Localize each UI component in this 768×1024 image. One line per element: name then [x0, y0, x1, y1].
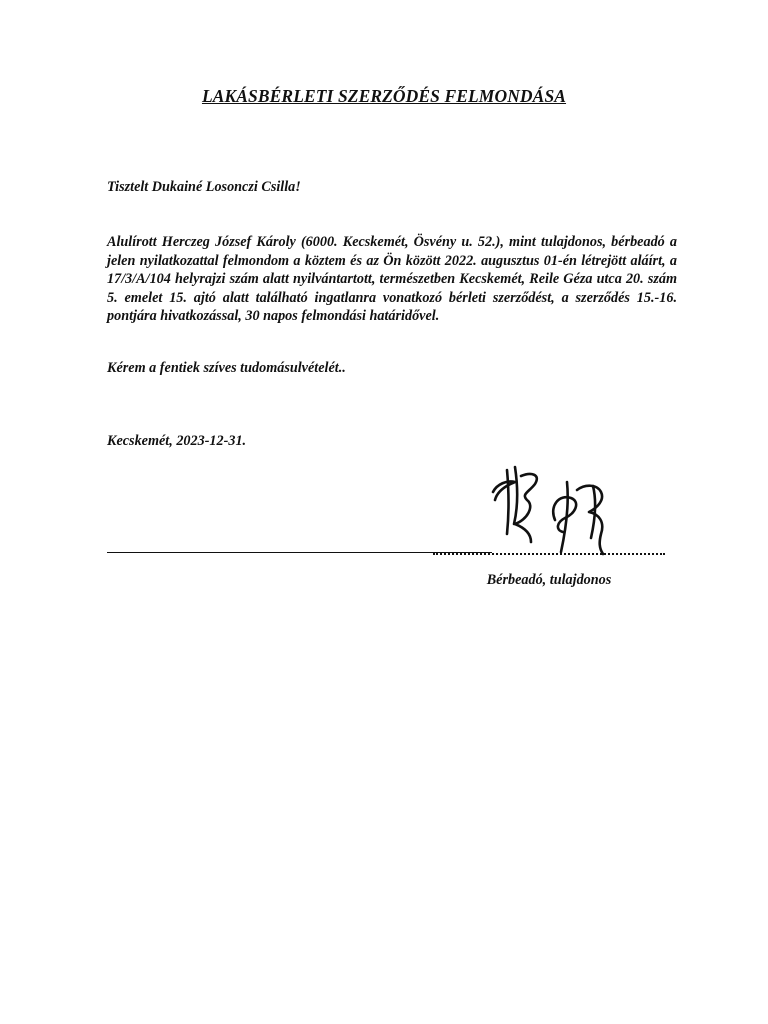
place-and-date: Kecskemét, 2023-12-31. — [107, 433, 247, 449]
closing-request: Kérem a fentiek szíves tudomásulvételét.. — [107, 360, 346, 376]
signer-label: Bérbeadó, tulajdonos — [486, 572, 612, 588]
handwritten-signature — [485, 462, 625, 557]
document-title: LAKÁSBÉRLETI SZERZŐDÉS FELMONDÁSA — [201, 86, 567, 106]
body-paragraph: Alulírott Herczeg József Károly (6000. Kecskemét, Ösvény u. 52.), mint tulajdonos, bérbeadó a jelen nyilatkozattal felmondom a köztem és az Ön között 2022. augusztus 01-én létrejött aláírt, a 17/3/A/104 helyrajzi szám alatt nyilvántartott, természetben Kecskemét, Reile Géza utca 20. szám 5. emelet 15. ajtó alatt található ingatlanra vonatkozó bérleti szerződést, a szerződés 15.-16. pontjára hivatkozással, 30 napos felmondási határidővel. — [107, 234, 677, 324]
salutation: Tisztelt Dukainé Losonczi Csilla! — [107, 179, 301, 195]
signer-dotted-line — [433, 553, 665, 555]
